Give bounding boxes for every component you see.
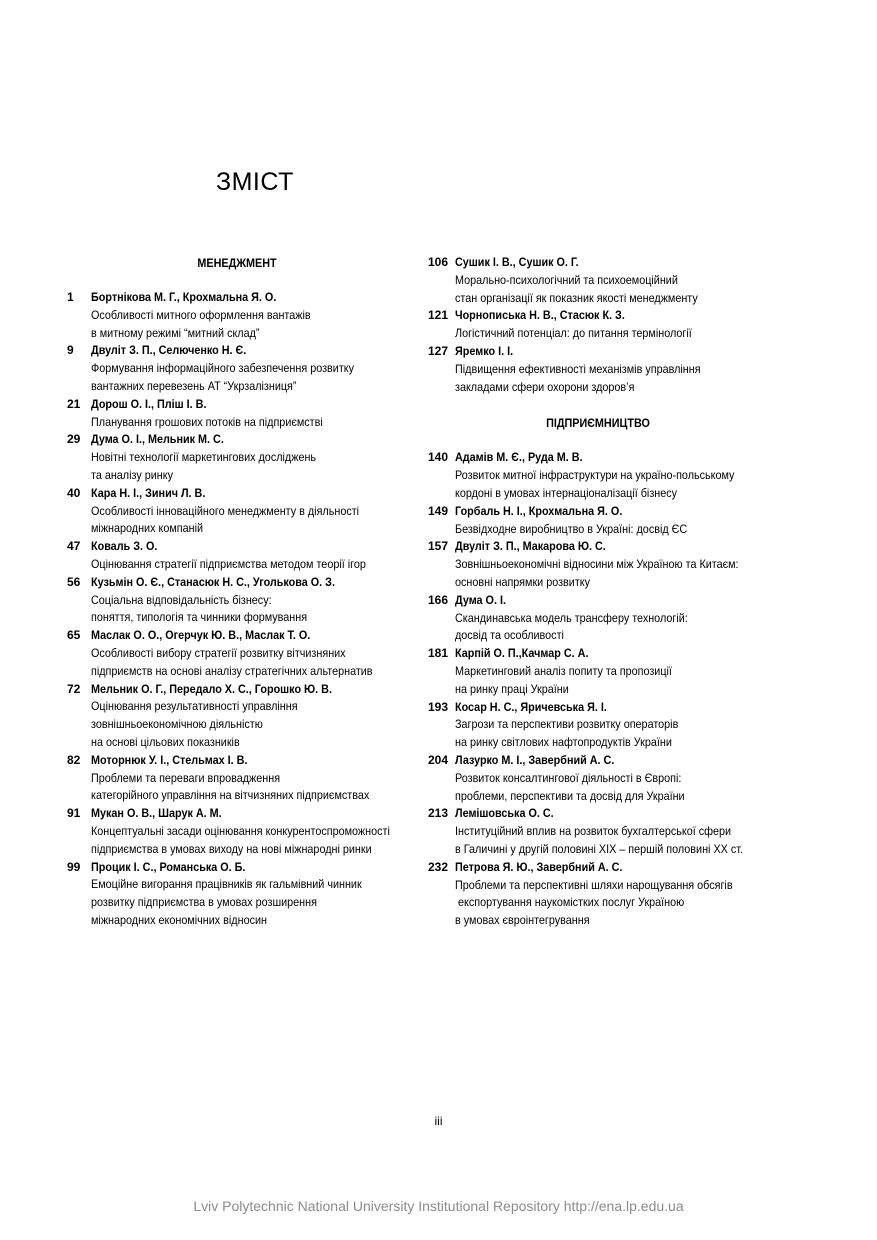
toc-entry-title-line: кордоні в умовах інтернаціоналізації бізнесу bbox=[455, 485, 678, 500]
toc-entry-authors: Косар Н. С., Яричевська Я. І. bbox=[455, 699, 607, 714]
toc-entry bbox=[428, 254, 768, 307]
toc-entry bbox=[428, 449, 768, 502]
toc-entry-title-line: Безвідходне виробництво в Україні: досвід ЄС bbox=[455, 521, 688, 536]
toc-entry-title-line: Особливості інноваційного менеджменту в діяльності bbox=[91, 503, 360, 518]
toc-entry-authors: Моторнюк У. І., Стельмах І. В. bbox=[91, 752, 248, 767]
page-number: iii bbox=[434, 1114, 443, 1128]
toc-entry bbox=[67, 396, 407, 432]
toc-entry-title-line: на ринку світлових нафтопродуктів України bbox=[455, 735, 672, 750]
toc-entry-page: 47 bbox=[67, 539, 81, 554]
toc-entry bbox=[428, 538, 768, 591]
toc-entry bbox=[428, 503, 768, 539]
toc-entry-page: 9 bbox=[67, 343, 74, 358]
page-title: ЗМІСТ bbox=[216, 168, 294, 196]
toc-entry-page: 21 bbox=[67, 396, 81, 411]
toc-entry-page: 40 bbox=[67, 485, 81, 500]
toc-entry-page: 99 bbox=[67, 859, 81, 874]
toc-entry-title-line: основні напрямки розвитку bbox=[455, 574, 591, 589]
toc-entry-title-line: категорійного управління на вітчизняних підприємствах bbox=[91, 788, 370, 803]
toc-entry-title-line: на ринку праці України bbox=[455, 681, 569, 696]
toc-entry-page: 140 bbox=[428, 450, 449, 465]
toc-entry-authors: Дорош О. І., Пліш І. В. bbox=[91, 396, 207, 411]
toc-entry bbox=[67, 538, 407, 574]
toc-entry-title-line: та аналізу ринку bbox=[91, 467, 173, 482]
toc-entry-authors: Кузьмін О. Є., Станасюк Н. С., Уголькова О. З. bbox=[91, 574, 335, 589]
toc-entry-authors: Маслак О. О., Огерчук Ю. В., Маслак Т. О. bbox=[91, 628, 311, 643]
toc-entry-authors: Чорнописька Н. В., Стасюк К. З. bbox=[455, 308, 625, 323]
toc-entry-page: 213 bbox=[428, 806, 449, 821]
toc-entry-title-line: Підвищення ефективності механізмів управління bbox=[455, 361, 701, 376]
toc-entry-title-line: міжнародних компаній bbox=[91, 521, 204, 536]
toc-entry bbox=[428, 592, 768, 645]
toc-entry-title-line: Логістичний потенціал: до питання термінології bbox=[455, 326, 692, 341]
toc-entry-authors: Коваль З. О. bbox=[91, 539, 158, 554]
toc-entry-title-line: Оцінювання стратегії підприємства методом теорії ігор bbox=[91, 556, 366, 571]
toc-entry-title-line: стан організації як показник якості менеджменту bbox=[455, 290, 698, 305]
toc-entry bbox=[428, 805, 768, 858]
toc-entry-authors: Сушик І. В., Сушик О. Г. bbox=[455, 255, 579, 269]
toc-entry-authors: Бортнікова М. Г., Крохмальна Я. О. bbox=[91, 290, 277, 304]
toc-entry-list bbox=[67, 289, 407, 930]
toc-entry-page: 72 bbox=[67, 681, 81, 696]
toc-entry-title-line: міжнародних економічних відносин bbox=[91, 912, 267, 927]
toc-entry-page: 166 bbox=[428, 592, 449, 607]
toc-entry-title-line: Формування інформаційного забезпечення розвитку bbox=[91, 361, 355, 376]
toc-entry-title-line: Емоційне вигорання працівників як гальмівний чинник bbox=[91, 877, 362, 892]
toc-entry-page: 29 bbox=[67, 432, 81, 447]
toc-entry-title-line: Оцінювання результативності управління bbox=[91, 699, 298, 714]
toc-left-column bbox=[67, 254, 407, 930]
toc-entry-page: 91 bbox=[67, 806, 81, 821]
toc-entry-list bbox=[428, 449, 768, 930]
toc-entry-authors: Процик І. С., Романська О. Б. bbox=[91, 859, 246, 874]
toc-entry-authors: Двуліт З. П., Макарова Ю. С. bbox=[455, 539, 606, 554]
toc-entry-title-line: Морально-психологічний та психоемоційний bbox=[455, 272, 678, 287]
toc-entry-title-line: в митному режимі “митний склад” bbox=[91, 325, 260, 340]
toc-entry-title-line: Концептуальні засади оцінювання конкурентоспроможності bbox=[91, 823, 390, 838]
toc-entry-authors: Яремко І. І. bbox=[455, 343, 514, 358]
toc-entry-page: 157 bbox=[428, 539, 449, 554]
toc-entry-page: 204 bbox=[428, 752, 449, 767]
toc-entry-title-line: Новітні технології маркетингових досліджень bbox=[91, 450, 317, 465]
toc-entry-authors: Лемішовська О. С. bbox=[455, 806, 554, 821]
toc-entry-title-line: вантажних перевезень АТ “Укрзалізниця” bbox=[91, 378, 297, 393]
toc-entry-list bbox=[428, 254, 768, 396]
toc-entry-title-line: досвід та особливості bbox=[455, 628, 564, 643]
toc-entry-title-line: Особливості митного оформлення вантажів bbox=[91, 307, 311, 322]
toc-entry bbox=[67, 485, 407, 538]
toc-entry bbox=[67, 859, 407, 930]
toc-entry-title-line: Проблеми та переваги впровадження bbox=[91, 770, 281, 785]
toc-entry-title-line: Соціальна відповідальність бізнесу: bbox=[91, 592, 272, 607]
toc-entry bbox=[428, 699, 768, 752]
toc-entry-authors: Лазурко М. І., Завербний А. С. bbox=[455, 752, 615, 767]
toc-entry bbox=[67, 431, 407, 484]
toc-entry-title-line: Маркетинговий аналіз попиту та пропозиції bbox=[455, 663, 672, 678]
toc-entry bbox=[67, 752, 407, 805]
toc-entry-title-line: Планування грошових потоків на підприємстві bbox=[91, 414, 323, 429]
toc-entry-title-line: Загрози та перспективи розвитку операторів bbox=[455, 717, 679, 732]
toc-entry-page: 121 bbox=[428, 308, 449, 323]
toc-entry-title-line: Проблеми та перспективні шляхи нарощування обсягів bbox=[455, 877, 733, 892]
toc-entry-title-line: поняття, типологія та чинники формування bbox=[91, 610, 308, 625]
section-heading-entrepreneurship: ПІДПРИЄМНИЦТВО bbox=[546, 416, 650, 431]
toc-entry-title-line: Інституційний вплив на розвиток бухгалтерської сфери bbox=[455, 824, 732, 839]
toc-entry bbox=[67, 627, 407, 680]
toc-entry bbox=[67, 574, 407, 627]
toc-entry-authors: Мельник О. Г., Передало Х. С., Горошко Ю. В. bbox=[91, 681, 332, 696]
toc-entry-title-line: закладами сфери охорони здоров’я bbox=[455, 379, 635, 394]
toc-right-column bbox=[428, 254, 768, 930]
toc-entry-page: 149 bbox=[428, 503, 449, 518]
toc-entry bbox=[67, 342, 407, 395]
repository-footer: Lviv Polytechnic National University Institutional Repository http://ena.lp.edu.ua bbox=[193, 1198, 684, 1214]
toc-entry-page: 127 bbox=[428, 343, 449, 358]
toc-entry-page: 181 bbox=[428, 646, 449, 661]
toc-entry-title-line: Розвиток митної інфраструктури на україно-польському bbox=[455, 468, 735, 483]
toc-entry bbox=[67, 805, 407, 858]
toc-entry-title-line: на основі цільових показників bbox=[91, 734, 240, 749]
toc-entry-authors: Мукан О. В., Шарук А. М. bbox=[91, 806, 222, 821]
toc-entry-authors: Дума О. І., Мельник М. С. bbox=[91, 432, 224, 447]
toc-entry-authors: Дума О. І. bbox=[455, 592, 506, 607]
toc-entry-page: 193 bbox=[428, 699, 449, 714]
toc-entry-title-line: зовнішньоекономічною діяльністю bbox=[91, 717, 263, 732]
toc-entry-title-line: Особливості вибору стратегії розвитку вітчизняних bbox=[91, 645, 346, 660]
toc-entry-page: 56 bbox=[67, 574, 81, 589]
toc-entry-page: 82 bbox=[67, 752, 81, 767]
toc-entry bbox=[428, 859, 768, 930]
toc-entry-authors: Адамів М. Є., Руда М. В. bbox=[455, 450, 583, 465]
toc-entry bbox=[428, 752, 768, 805]
toc-entry bbox=[67, 681, 407, 752]
toc-entry-page: 106 bbox=[428, 255, 449, 269]
toc-entry-title-line: підприємств на основі аналізу стратегічних альтернатив bbox=[91, 663, 373, 678]
toc-entry-title-line: експортування наукомістких послуг Україною bbox=[455, 895, 685, 910]
toc-entry-title-line: підприємства в умовах виходу на нові міжнародні ринки bbox=[91, 841, 372, 856]
toc-entry bbox=[67, 289, 407, 342]
toc-entry-title-line: Розвиток консалтингової діяльності в Європі: bbox=[455, 770, 682, 785]
toc-entry-page: 65 bbox=[67, 628, 81, 643]
toc-entry bbox=[428, 343, 768, 396]
toc-entry-authors: Петрова Я. Ю., Завербний А. С. bbox=[455, 859, 623, 874]
toc-entry-authors: Кара Н. І., Зинич Л. В. bbox=[91, 485, 206, 500]
toc-entry-title-line: Зовнішньоекономічні відносини між Україною та Китаєм: bbox=[455, 557, 739, 572]
toc-entry bbox=[428, 645, 768, 698]
toc-entry-title-line: розвитку підприємства в умовах розширення bbox=[91, 895, 317, 910]
toc-entry bbox=[428, 307, 768, 343]
toc-entry-page: 1 bbox=[67, 290, 74, 304]
section-heading-management: МЕНЕДЖМЕНТ bbox=[197, 256, 277, 270]
toc-entry-authors: Карпій О. П.,Качмар С. А. bbox=[455, 646, 589, 661]
toc-entry-authors: Горбаль Н. І., Крохмальна Я. О. bbox=[455, 503, 623, 518]
toc-entry-authors: Двуліт З. П., Селюченко Н. Є. bbox=[91, 343, 247, 358]
toc-entry-title-line: в умовах євроінтегрування bbox=[455, 913, 590, 928]
toc-entry-title-line: проблеми, перспективи та досвід для України bbox=[455, 788, 685, 803]
toc-entry-title-line: Скандинавська модель трансферу технологій: bbox=[455, 610, 688, 625]
toc-entry-page: 232 bbox=[428, 859, 449, 874]
toc-entry-title-line: в Галичині у другій половині ХІХ – першій половині ХХ ст. bbox=[455, 841, 743, 856]
